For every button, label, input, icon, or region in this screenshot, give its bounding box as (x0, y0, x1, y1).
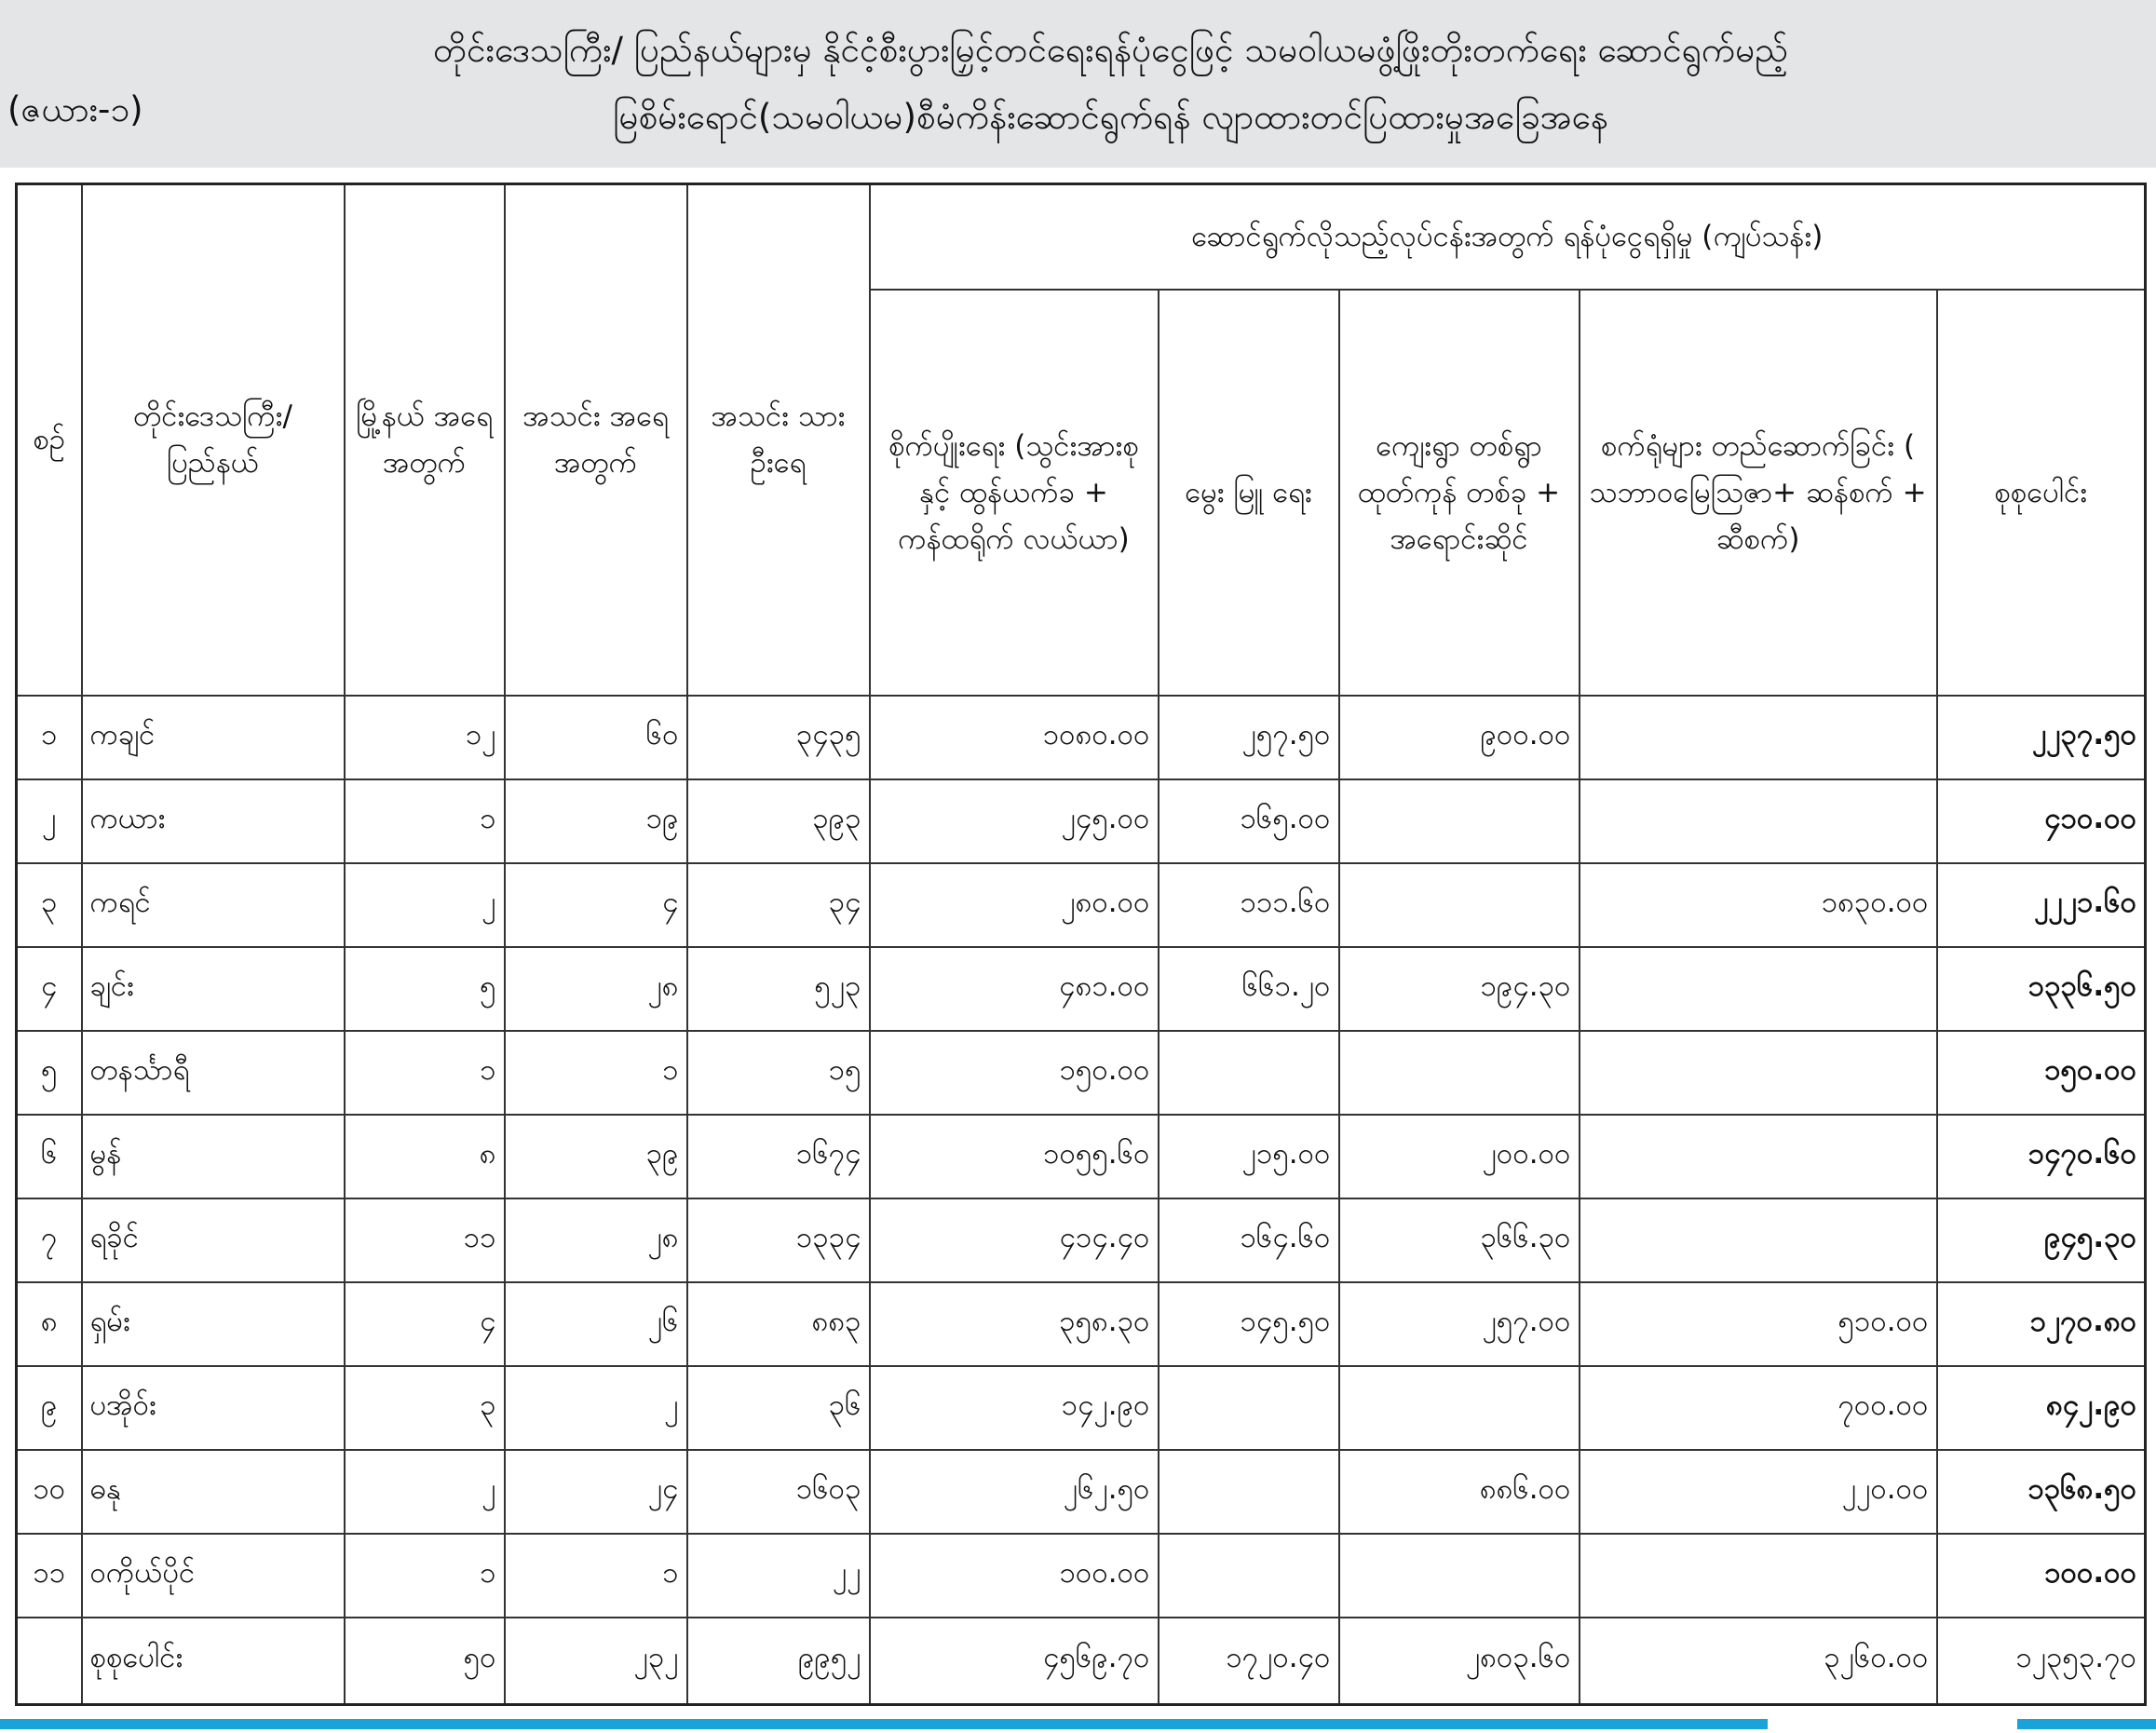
cell-region: ဝကိုယ်ပိုင် (82, 1534, 345, 1618)
cell-village: ၉၀၀.၀၀ (1339, 696, 1580, 779)
cell-agriculture: ၁၅၀.၀၀ (870, 1031, 1159, 1115)
cell-members: ၃၄ (687, 863, 870, 947)
cell-region: ရခိုင် (82, 1198, 345, 1282)
funding-table (15, 183, 2147, 1706)
cell-village (1339, 863, 1580, 947)
footer-accent-bar (0, 1719, 1768, 1729)
cell-livestock (1159, 1450, 1339, 1534)
col-header-region: တိုင်းဒေသကြီး/ ပြည်နယ် (82, 184, 345, 696)
cell-no: ၄ (17, 947, 82, 1031)
col-header-machinery: စက်ရုံများ တည်ဆောက်ခြင်း ( သဘာဝမြေဩဇာ+ ဆန်စက် + ဆီစက်) (1580, 290, 1937, 696)
cell-agriculture: ၂၈၀.၀၀ (870, 863, 1159, 947)
cell-no: ၁၀ (17, 1450, 82, 1534)
total-cell-empty (17, 1618, 82, 1705)
cell-machinery (1580, 1031, 1937, 1115)
cell-agriculture: ၁၀၅၅.၆၀ (870, 1115, 1159, 1198)
cell-livestock: ၁၄၅.၅၀ (1159, 1282, 1339, 1366)
cell-agriculture: ၃၅၈.၃၀ (870, 1282, 1159, 1366)
col-header-total: စုစုပေါင်း (1937, 290, 2146, 696)
cell-societies: ၂၈ (505, 1198, 687, 1282)
cell-village (1339, 1031, 1580, 1115)
cell-total: ၁၃၆၈.၅၀ (1937, 1450, 2146, 1534)
table-row (17, 1198, 2146, 1282)
cell-region: ကချင် (82, 696, 345, 779)
cell-no: ၅ (17, 1031, 82, 1115)
cell-total: ၉၄၅.၃၀ (1937, 1198, 2146, 1282)
total-cell-livestock: ၁၇၂၀.၄၀ (1159, 1618, 1339, 1705)
cell-total: ၁၃၃၆.၅၀ (1937, 947, 2146, 1031)
cell-total: ၁၀၀.၀၀ (1937, 1534, 2146, 1618)
total-cell-townships: ၅၀ (345, 1618, 505, 1705)
totals-row (17, 1618, 2146, 1705)
cell-machinery (1580, 1198, 1937, 1282)
cell-village: ၈၈၆.၀၀ (1339, 1450, 1580, 1534)
cell-townships: ၁ (345, 1534, 505, 1618)
table-row (17, 1031, 2146, 1115)
col-header-livestock: မွေး မြူ ရေး (1159, 290, 1339, 696)
table-row (17, 779, 2146, 863)
cell-livestock (1159, 1534, 1339, 1618)
cell-livestock: ၁၆၄.၆၀ (1159, 1198, 1339, 1282)
cell-no: ၇ (17, 1198, 82, 1282)
cell-region: မွန် (82, 1115, 345, 1198)
cell-members: ၃၆ (687, 1366, 870, 1450)
cell-machinery (1580, 779, 1937, 863)
cell-societies: ၄ (505, 863, 687, 947)
cell-agriculture: ၂၆၂.၅၀ (870, 1450, 1159, 1534)
cell-no: ၆ (17, 1115, 82, 1198)
col-header-townships: မြို့နယ် အရေ အတွက် (345, 184, 505, 696)
footer-accent-bar-right (2017, 1719, 2156, 1729)
total-cell-village: ၂၈၀၃.၆၀ (1339, 1618, 1580, 1705)
table-row (17, 1115, 2146, 1198)
cell-no: ၃ (17, 863, 82, 947)
cell-townships: ၂ (345, 863, 505, 947)
page-title-line-2: မြစိမ်းရောင်(သမဝါယမ)စီမံကိန်းဆောင်ရွက်ရန် လျာထားတင်ပြထားမှုအခြေအနေ (613, 97, 1608, 137)
cell-members: ၃၉၃ (687, 779, 870, 863)
cell-total: ၈၄၂.၉၀ (1937, 1366, 2146, 1450)
table-row (17, 947, 2146, 1031)
cell-livestock: ၁၆၅.၀၀ (1159, 779, 1339, 863)
cell-members: ၁၆၀၃ (687, 1450, 870, 1534)
cell-livestock: ၂၅၇.၅၀ (1159, 696, 1339, 779)
page-title-line-1: တိုင်းဒေသကြီး/ ပြည်နယ်များမှ နိုင်ငံ့စီးပွားမြှင့်တင်ရေးရန်ပုံငွေဖြင့် သမဝါယမဖွံ့ဖြိုးတိုးတက်ရေး ဆောင်ရွက်မည့် (433, 30, 1788, 70)
cell-livestock (1159, 1031, 1339, 1115)
cell-village: ၃၆၆.၃၀ (1339, 1198, 1580, 1282)
cell-members: ၈၈၃ (687, 1282, 870, 1366)
cell-agriculture: ၁၀၈၀.၀၀ (870, 696, 1159, 779)
cell-machinery (1580, 696, 1937, 779)
cell-townships: ၄ (345, 1282, 505, 1366)
cell-townships: ၁၁ (345, 1198, 505, 1282)
col-header-village: ကျေးရွာ တစ်ရွာ ထုတ်ကုန် တစ်ခု + အရောင်းဆိုင် (1339, 290, 1580, 696)
cell-members: ၁၆၇၄ (687, 1115, 870, 1198)
cell-societies: ၂၈ (505, 947, 687, 1031)
cell-region: ပအိုဝ်း (82, 1366, 345, 1450)
col-header-members: အသင်း သား ဦးရေ (687, 184, 870, 696)
total-cell-agriculture: ၄၅၆၉.၇၀ (870, 1618, 1159, 1705)
cell-agriculture: ၁၀၀.၀၀ (870, 1534, 1159, 1618)
cell-region: တနင်္သာရီ (82, 1031, 345, 1115)
cell-societies: ၁၉ (505, 779, 687, 863)
cell-no: ၂ (17, 779, 82, 863)
cell-townships: ၁ (345, 779, 505, 863)
cell-machinery (1580, 1534, 1937, 1618)
col-header-funding-group: ဆောင်ရွက်လိုသည့်လုပ်ငန်းအတွက် ရန်ပုံငွေရရှိမှု (ကျပ်သန်း) (870, 184, 2146, 290)
cell-societies: ၂ (505, 1366, 687, 1450)
cell-members: ၃၄၃၅ (687, 696, 870, 779)
cell-village: ၁၉၄.၃၀ (1339, 947, 1580, 1031)
cell-societies: ၃၉ (505, 1115, 687, 1198)
cell-total: ၁၄၇၀.၆၀ (1937, 1115, 2146, 1198)
col-header-no: စဉ် (17, 184, 82, 696)
cell-village: ၂၅၇.၀၀ (1339, 1282, 1580, 1366)
cell-machinery (1580, 947, 1937, 1031)
cell-total: ၁၅၀.၀၀ (1937, 1031, 2146, 1115)
cell-societies: ၁ (505, 1534, 687, 1618)
total-cell-members: ၉၉၅၂ (687, 1618, 870, 1705)
cell-region: ရှမ်း (82, 1282, 345, 1366)
cell-members: ၂၂ (687, 1534, 870, 1618)
cell-livestock: ၆၆၁.၂၀ (1159, 947, 1339, 1031)
title-banner (0, 0, 2156, 168)
cell-total: ၁၂၇၀.၈၀ (1937, 1282, 2146, 1366)
cell-no: ၁၁ (17, 1534, 82, 1618)
table-row (17, 696, 2146, 779)
cell-agriculture: ၄၈၁.၀၀ (870, 947, 1159, 1031)
cell-region: ချင်း (82, 947, 345, 1031)
cell-livestock: ၁၁၁.၆၀ (1159, 863, 1339, 947)
cell-total: ၄၁၀.၀၀ (1937, 779, 2146, 863)
cell-machinery (1580, 1115, 1937, 1198)
cell-region: ကရင် (82, 863, 345, 947)
cell-village (1339, 1534, 1580, 1618)
col-header-agriculture: စိုက်ပျိုးရေး (သွင်းအားစုနှင့် ထွန်ယက်ခ + ကန်ထရိုက် လယ်ယာ) (870, 290, 1159, 696)
cell-members: ၁၃၃၄ (687, 1198, 870, 1282)
table-row (17, 1450, 2146, 1534)
cell-livestock (1159, 1366, 1339, 1450)
cell-machinery: ၁၈၃၀.၀၀ (1580, 863, 1937, 947)
cell-village (1339, 1366, 1580, 1450)
cell-members: ၁၅ (687, 1031, 870, 1115)
cell-townships: ၁ (345, 1031, 505, 1115)
table-row (17, 1282, 2146, 1366)
cell-no: ၁ (17, 696, 82, 779)
cell-no: ၈ (17, 1282, 82, 1366)
cell-societies: ၆၀ (505, 696, 687, 779)
cell-townships: ၁၂ (345, 696, 505, 779)
total-cell-machinery: ၃၂၆၀.၀၀ (1580, 1618, 1937, 1705)
cell-agriculture: ၂၄၅.၀၀ (870, 779, 1159, 863)
cell-townships: ၈ (345, 1115, 505, 1198)
total-cell-total: ၁၂၃၅၃.၇၀ (1937, 1618, 2146, 1705)
cell-agriculture: ၁၄၂.၉၀ (870, 1366, 1159, 1450)
cell-livestock: ၂၁၅.၀၀ (1159, 1115, 1339, 1198)
cell-societies: ၁ (505, 1031, 687, 1115)
table-row (17, 863, 2146, 947)
cell-machinery: ၇၀၀.၀၀ (1580, 1366, 1937, 1450)
cell-agriculture: ၄၁၄.၄၀ (870, 1198, 1159, 1282)
header-row-group (17, 184, 2146, 290)
cell-total: ၂၂၂၁.၆၀ (1937, 863, 2146, 947)
cell-townships: ၅ (345, 947, 505, 1031)
col-header-societies: အသင်း အရေ အတွက် (505, 184, 687, 696)
table-row (17, 1366, 2146, 1450)
cell-machinery: ၂၂၀.၀၀ (1580, 1450, 1937, 1534)
cell-region: ဓနု (82, 1450, 345, 1534)
cell-machinery: ၅၁၀.၀၀ (1580, 1282, 1937, 1366)
total-cell-label: စုစုပေါင်း (82, 1618, 345, 1705)
total-cell-societies: ၂၃၂ (505, 1618, 687, 1705)
cell-village: ၂၀၀.၀၀ (1339, 1115, 1580, 1198)
cell-no: ၉ (17, 1366, 82, 1450)
cell-townships: ၂ (345, 1450, 505, 1534)
cell-total: ၂၂၃၇.၅၀ (1937, 696, 2146, 779)
cell-members: ၅၂၃ (687, 947, 870, 1031)
annex-label: (ဇယား-၁) (7, 89, 143, 129)
cell-societies: ၂၆ (505, 1282, 687, 1366)
cell-region: ကယား (82, 779, 345, 863)
cell-societies: ၂၄ (505, 1450, 687, 1534)
cell-village (1339, 779, 1580, 863)
table-row (17, 1534, 2146, 1618)
cell-townships: ၃ (345, 1366, 505, 1450)
